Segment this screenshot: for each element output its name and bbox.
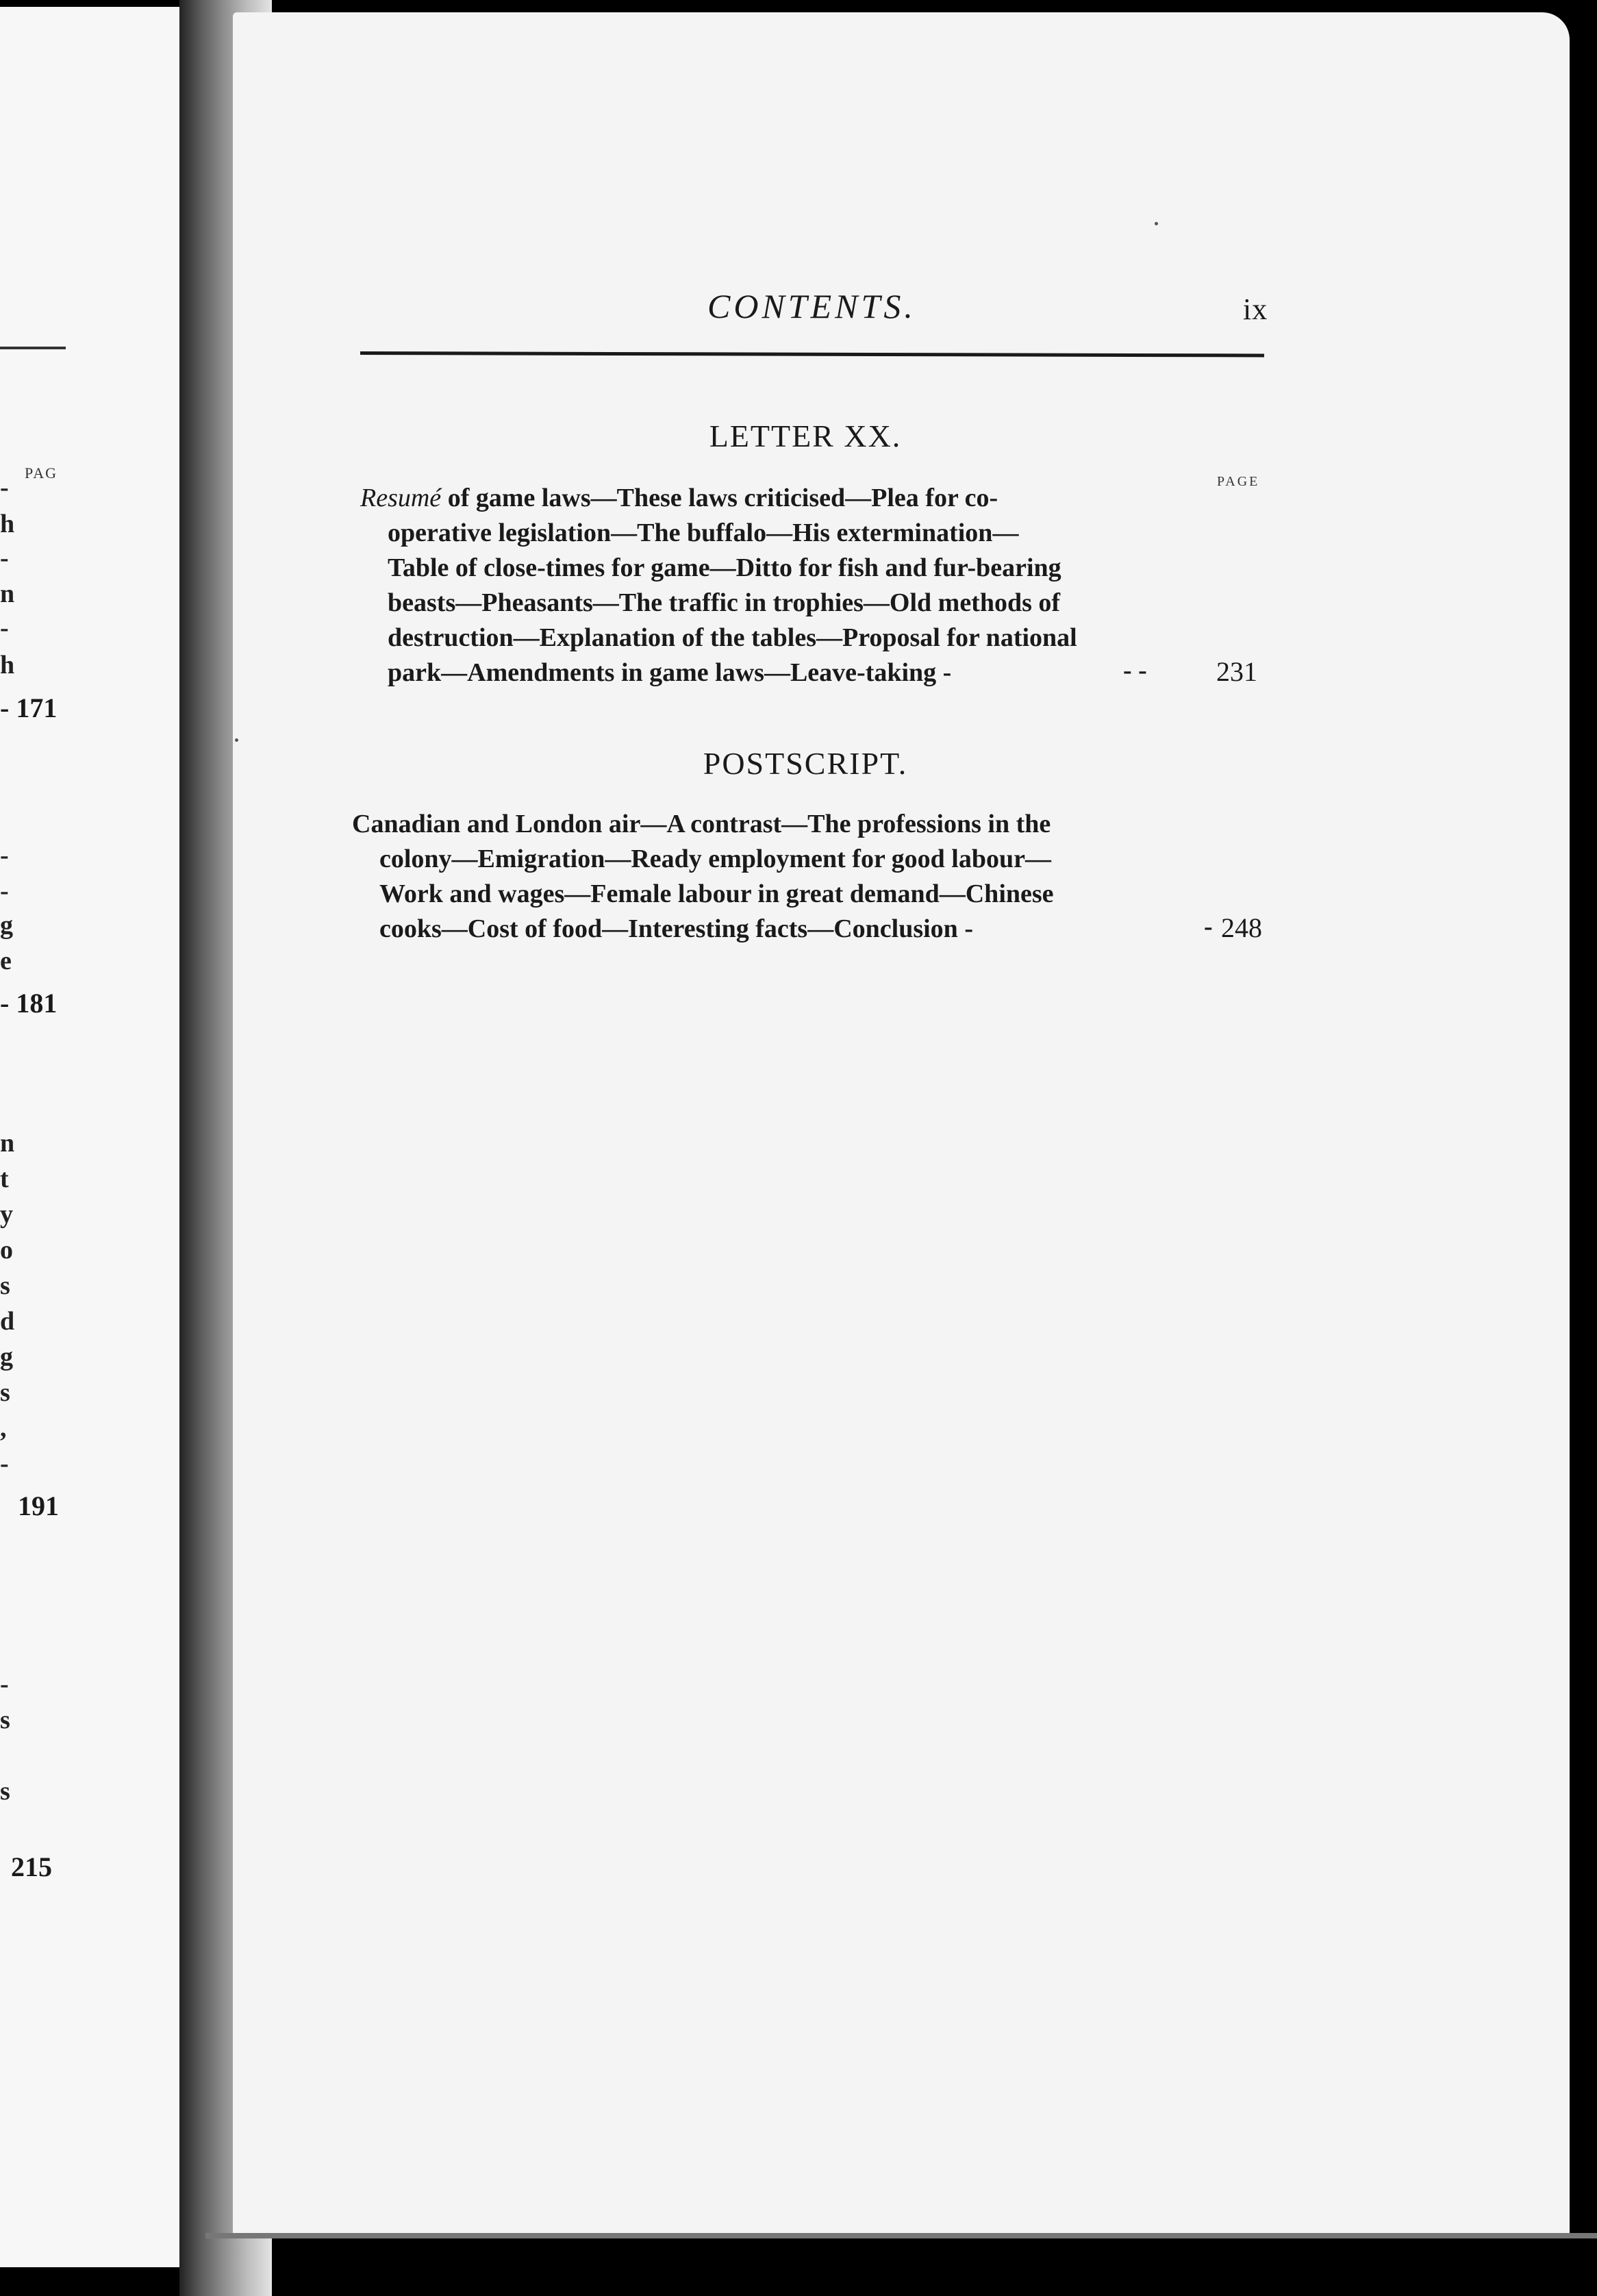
entry-line: colony—Emigration—Ready employment for good labour— xyxy=(379,845,1051,873)
entry-line: Canadian and London air—A contrast—The professions in the xyxy=(352,810,1051,838)
previous-page-label: PAG xyxy=(25,464,58,482)
entry-line: destruction—Explanation of the tables—Proposal for national xyxy=(388,623,1077,652)
paper-speck xyxy=(1155,222,1158,225)
text-fragment: s xyxy=(0,1271,10,1300)
entry-line: park—Amendments in game laws—Leave-taking - xyxy=(388,658,952,687)
running-title: CONTENTS. xyxy=(707,287,916,325)
text-fragment: - xyxy=(0,544,9,573)
text-fragment: h xyxy=(0,651,15,679)
text-fragment: - xyxy=(0,1449,9,1478)
entry-line-text: of game laws—These laws criticised—Plea for co- xyxy=(441,484,998,512)
text-fragment: t xyxy=(0,1164,9,1193)
dot-leader: - xyxy=(1204,912,1213,941)
contents-page xyxy=(233,12,1570,2238)
text-fragment: , xyxy=(0,1414,7,1443)
previous-page-number: 215 xyxy=(11,1851,52,1882)
entry-line: operative legislation—The buffalo—His extermination— xyxy=(388,519,1019,547)
entry-line xyxy=(360,481,1333,516)
text-fragment: s xyxy=(0,1378,10,1407)
text-fragment: - xyxy=(0,841,9,870)
paper-speck xyxy=(235,738,238,742)
text-fragment: n xyxy=(0,1129,15,1158)
entry-line: cooks—Cost of food—Interesting facts—Conclusion - xyxy=(379,914,973,943)
page-bottom-edge xyxy=(205,2233,1597,2238)
text-fragment: o xyxy=(0,1236,13,1264)
contents-entry-postscript xyxy=(352,807,1324,947)
text-fragment: s xyxy=(0,1777,10,1806)
text-fragment: n xyxy=(0,579,15,608)
entry-lead-word: Resumé xyxy=(360,484,442,512)
text-fragment: g xyxy=(0,1343,13,1371)
page-reference: 231 xyxy=(1216,656,1257,687)
previous-page-rule xyxy=(0,347,66,349)
previous-page-number: - 171 xyxy=(0,692,58,723)
text-fragment: - xyxy=(0,1670,9,1699)
entry-line: Table of close-times for game—Ditto for fish and fur-bearing xyxy=(388,553,1061,582)
entry-line: Work and wages—Female labour in great demand—Chinese xyxy=(379,879,1054,908)
entry-line: beasts—Pheasants—The traffic in trophies—Old methods of xyxy=(388,588,1061,617)
text-fragment: d xyxy=(0,1307,15,1336)
page-folio: ix xyxy=(1243,292,1268,326)
text-fragment: s xyxy=(0,1706,10,1734)
previous-page-number: - 181 xyxy=(0,988,58,1019)
page-reference: 248 xyxy=(1221,912,1262,943)
text-fragment: e xyxy=(0,947,12,975)
section-heading-postscript: POSTSCRIPT. xyxy=(703,746,908,781)
page-column-label: PAGE xyxy=(1217,474,1260,489)
text-fragment: - xyxy=(0,877,9,906)
text-fragment: - xyxy=(0,473,9,502)
text-fragment: g xyxy=(0,911,13,940)
contents-entry-letter-xx xyxy=(360,481,1333,690)
dot-leader: - - xyxy=(1123,656,1147,685)
text-fragment: h xyxy=(0,510,15,538)
text-fragment: - xyxy=(0,614,9,642)
header-rule xyxy=(360,351,1264,357)
previous-page-number: 191 xyxy=(18,1490,59,1521)
text-fragment: y xyxy=(0,1200,13,1229)
section-heading-letter-xx: LETTER XX. xyxy=(709,419,902,453)
